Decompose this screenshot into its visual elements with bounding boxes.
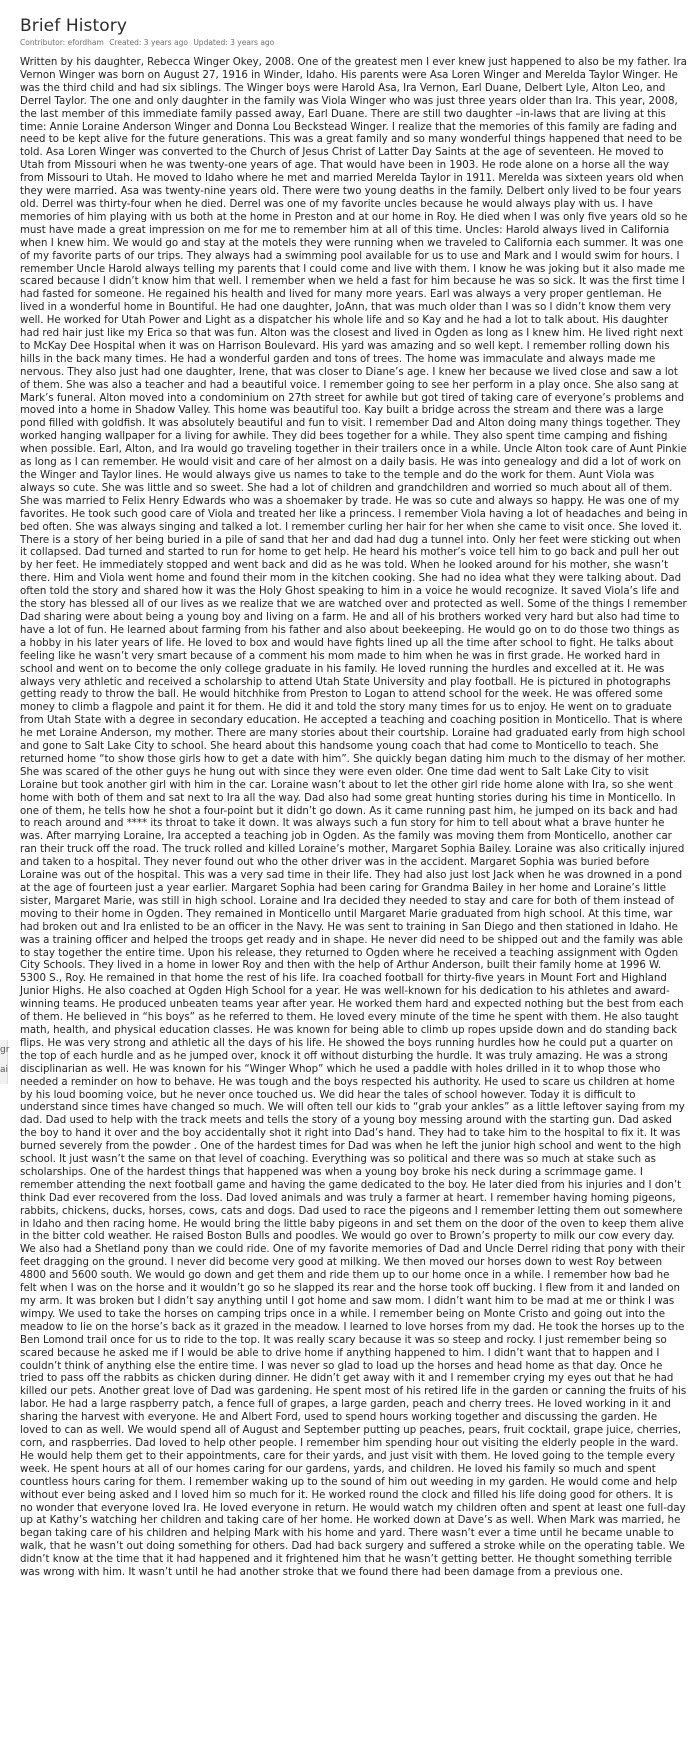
created-label: Created: 3 years ago <box>109 38 188 47</box>
updated-label: Updated: 3 years ago <box>193 38 275 47</box>
article-body: Written by his daughter, Rebecca Winger Okey, 2008. One of the greatest men I ever knew just happened to also be my father. Ira Vernon Winger was born on August 27, 1916 in Winder, Idaho. His parents were Asa Loren Winger and Merelda Taylor Winger. He was the third child and had six siblings. The Winger boys were Harold Asa, Ira Vernon, Earl Duane, Delbert Lyle, Alton Leo, and Derrel Taylor. The one and only daughter in the family was Viola Winger who was just three years older than Ira. This year, 2008, the last member of this immediate family passed away, Earl Duane. There are still two daughter –in-laws that are living at this time: Annie Loraine Anderson Winger and Donna Lou Beckstead Winger. I realize that the memories of this family are fading and need to be kept alive for the future generations. This was a great family and so many wonderful things happened that need to be told. Asa Loren Winger was converted to the Church of Jesus Christ of Latter Day Saints at the age of seventeen. He moved to Utah from Missouri when he was twenty-one years of age. That would have been in 1903. He rode alone on a horse all the way from Missouri to Utah. He moved to Idaho where he met and married Merelda Taylor in 1911. Merelda was sixteen years old when they were married. Asa was twenty-nine years old. There were two young deaths in the family. Delbert only lived to be four years old. Derrel was thirty-four when he died. Derrel was one of my favorite uncles because he would always play with us. I have memories of him playing with us both at the home in Preston and at our home in Roy. He died when I was only five years old so he must have made a great impression on me for me to remember him at all of this time. Uncles: Harold always lived in California when I knew him. We would go and stay at the motels they were running when we traveled to California each summer. It was one of my favorite parts of our trips. They always had a swimming pool available for us to use and Mark and I would swim for hours. I remember Uncle Harold always telling my parents that I could come and live with them. I know he was joking but it also made me scared because I didn’t know him that well. I remember when we held a fast for him because he was so sick. It was the first time I had fasted for someone. He regained his health and lived for many more years. Earl was always a very proper gentleman. He lived in a wonderful home in Bountiful. He had one daughter, JoAnn, that was much older than I was so I didn’t know them very well. He worked for Utah Power and Light as a dispatcher his whole life and so Kay and he had a lot to talk about. His daughter had red hair just like my Erica so that was fun. Alton was the closest and lived in Ogden as long as I knew him. He lived right next to McKay Dee Hospital when it was on Harrison Boulevard. His yard was amazing and so well kept. I remember rolling down his hills in the back many times. He had a wonderful garden and tons of trees. The home was immaculate and always made me nervous. They also just had one daughter, Irene, that was closer to Diane’s age. I knew her because we lived close and saw a lot of them. She was also a teacher and had a beautiful voice. I remember going to see her perform in a play once. She also sang at Mark’s funeral. Alton moved into a condominium on 27th street for awhile but got tired of taking care of everyone’s problems and moved into a home in Shadow Valley. This home was beautiful too. Kay built a bridge across the stream and there was a large pond filled with goldfish. It was absolutely beautiful and fun to visit. I remember Dad and Alton doing many things together. They worked hanging wallpaper for a living for awhile. They did bees together for a while. They also spent time camping and fishing when possible. Earl, Alton, and Ira would go traveling together in their trailers once in a while. Uncle Alton took care of Aunt Pinkie as long as I can remember. He would visit and care of her almost on a daily basis. He was into genealogy and did a lot of work on the Winger and Taylor lines. He would always give us names to take to the temple and do the work for them. Aunt Viola was always so cute. She was little and so sweet. She had a lot of children and grandchildren and worried so much about all of them. She was married to Felix Henry Edwards who was a shoemaker by trade. He was so cute and always so happy. He was one of my favorites. He took such good care of Viola and treated her like a princess. I remember Viola having a lot of headaches and being in bed often. She was always singing and talked a lot. I remember curling her hair for her when she came to visit once. She loved it. There is a story of her being buried in a pile of sand that her and dad had dug a tunnel into. Only her feet were sticking out when it collapsed. Dad turned and started to run for home to get help. He heard his mother’s voice tell him to go back and pull her out by her feet. He immediately stopped and went back and did as he was told. When he looked around for his mother, she wasn’t there. Him and Viola went home and found their mom in the kitchen cooking. She had no idea what they were talking about. Dad often told the story and shared how it was the Holy Ghost speaking to him in a voice he would recognize. It saved Viola’s life and the story has blessed all of our lives as we realize that we are watched over and protected as well. Some of the things I remember Dad sharing were about being a young boy and living on a farm. He and all of his brothers worked very hard but also had time to have a lot of fun. He learned about farming from his father and also about beekeeping. He would go on to do those two things as a hobby in his later years of life. He loved to box and would have fights lined up all the time after school to fight. He talks about feeling like he wasn’t very smart because of a comment his mom made to him when he was in first grade. He worked hard in school and went on to become the only college graduate in his family. He loved running the hurdles and excelled at it. He was always very athletic and received a scholarship to attend Utah State University and play football. He is pictured in photographs getting ready to throw the ball. He would hitchhike from Preston to Logan to attend school for the week. He was offered some money to climb a flagpole and paint it for them. He did it and told the story many times for us to enjoy. He went on to graduate from Utah State with a degree in secondary education. He accepted a teaching and coaching position in Monticello. That is where he met Loraine Anderson, my mother. There are many stories about their courtship. Loraine had graduated early from high school and gone to Salt Lake City to school. She heard about this handsome young coach that had come to Monticello to teach. She returned home “to show those girls how to get a date with him”. She quickly began dating him much to the dismay of her mother. She was scared of the other guys he hung out with since they were even older. One time dad went to Salt Lake City to visit Loraine but took another girl with him in the car. Loraine wasn’t about to let the other girl ride home alone with Ira, so she went home with both of them and sat next to Ira all the way. Dad also had some great hunting stories during his time in Monticello. In one of them, he tells how he shot a four-point but it didn’t go down. As it came running past him, he jumped on its back and had to reach around and **** its throat to take it down. It was always such a fun story for him to tell about what a brave hunter he was. After marrying Loraine, Ira accepted a teaching job in Ogden. As the family was moving them from Monticello, another car ran their truck off the road. The truck rolled and killed Loraine’s mother, Margaret Sophia Bailey. Loraine was also critically injured and taken to a hospital. They never found out who the other driver was in the accident. Margaret Sophia was buried before Loraine was out of the hospital. This was a very sad time in their life. They had also just lost Jack when he was drowned in a pond at the age of fourteen just a year earlier. Margaret Sophia had been caring for Grandma Bailey in her home and Loraine’s little sister, Margaret Marie, was still in high school. Loraine and Ira decided they needed to stay and care for both of them instead of moving to their home in Ogden. They remained in Monticello until Margaret Marie graduated from high school. At this time, war had broken out and Ira enlisted to be an officer in the Navy. He was sent to training in San Diego and then stationed in Idaho. He was a training officer and helped the troops get ready and in shape. He never did need to be shipped out and the family was able to stay together the entire time. Upon his release, they returned to Ogden where he received a teaching assignment with Ogden City Schools. They lived in a home in lower Roy and then with the help of Arthur Anderson, built their family home at 1996 W. 5300 S., Roy. He remained in that home the rest of his life. Ira coached football for thirty-five years in Mount Fort and Highland Junior Highs. He also coached at Ogden High School for a year. He was well-known for his dedication to his athletes and award-winning teams. He produced unbeaten teams year after year. He worked them hard and expected nothing but the best from each of them. He believed in “his boys” as he referred to them. He loved every minute of the time he spent with them. He also taught math, health, and physical education classes. He was known for being able to climb up ropes upside down and do standing back flips. He was very strong and athletic all the days of his life. He showed the boys running hurdles how he could put a quarter on the top of each hurdle and as he jumped over, knock it off without disturbing the hurdle. It was truly amazing. He was a strong disciplinarian as well. He was known for his “Winger Whop” which he used a paddle with holes drilled in it to whop those who needed a reminder on how to behave. He was tough and the boys respected his authority. He used to scare us children at home by his loud booming voice, but he never once touched us. We did hear the tales of school however. Today it is difficult to understand since times have changed so much. We will often tell our kids to “grab your ankles” as a little leftover saying from my dad. Dad used to help with the track meets and tells the story of a young boy messing around with the starting gun. Dad asked the boy to hand it over and the boy accidentally shot it right into Dad’s hand. They had to take him to the hospital to fix it. It was burned severely from the powder . One of the hardest times for Dad was when he left the junior high school and went to the high school. It just wasn’t the same on that level of coaching. Everything was so political and there was so much at stake such as scholarships. One of the hardest things that happened was when a young boy broke his neck during a scrimmage game. I remember attending the next football game and having the game dedicated to the boy. He later died from his injuries and I don’t think Dad ever recovered from the loss. Dad loved animals and was truly a farmer at heart. I remember having homing pigeons, rabbits, chickens, ducks, horses, cows, cats and dogs. Dad used to race the pigeons and I remember letting them out somewhere in Idaho and then racing home. He would bring the little baby pigeons in and set them on the door of the oven to keep them alive in the bitter cold weather. He raised Boston Bulls and poodles. We would go over to Brown’s property to milk our cow every day. We also had a Shetland pony than we could ride. One of my favorite memories of Dad and Uncle Derrel riding that pony with their feet dragging on the ground. I never did become very good at milking. We then moved our horses down to west Roy between 4800 and 5600 south. We would go down and get them and ride them up to our home once in a while. I remember how bad he felt when I was on the horse and it wouldn’t go so he slapped its rear and the horse took off bucking. I flew from it and landed on my arm. It was broken but I didn’t say anything until I got home and saw mom. I didn’t want him to be mad at me or think I was wimpy. We used to take the horses on camping trips once in a while. I remember being on Monte Cristo and going out into the meadow to lie on the horse’s back as it grazed in the meadow. I learned to love horses from my dad. He took the horses up to the Ben Lomond trail once for us to ride to the top. It was really scary because it was so steep and rocky. I just remember being so scared because he asked me if I would be able to drive home if anything happened to him. I didn’t want that to happen and I couldn’t think of anything else the entire time. I was never so glad to load up the horses and head home as that day. Once he tried to pass off the rabbits as chicken during dinner. He didn’t get away with it and I remember crying my eyes out that he had killed our pets. Another great love of Dad was gardening. He spent most of his retired life in the garden or canning the fruits of his labor. He had a large raspberry patch, a fence full of grapes, a large garden, peach and cherry trees. He loved working in it and sharing the harvest with everyone. He and Albert Ford, used to spend hours working together and discussing the garden. He loved to can as well. We would spend all of August and September putting up peaches, pears, fruit cocktail, grape juice, cherries, corn, and raspberries. Dad loved to help other people. I remember him spending hour out visiting the elderly people in the ward. He would help them get to their appointments, care for their yards, and just visit with them. He loved going to the temple every week. He spent hours at all of our homes caring for our gardens, yards, and children. He loved his family so much and spent countless hours caring for them. I remember waking up to the sound of him out weeding in my garden. He would come and help without ever being asked and I loved him so much for it. He worked round the clock and filled his life doing good for others. It is no wonder that everyone loved Ira. He loved everyone in return. He would watch my children often and spent at least one full-day up at Kathy’s watching her children and taking care of her home. He worked down at Dave’s as well. When Mark was married, he began taking care of his children and helping Mark with his home and yard. There wasn’t ever a time until he became unable to walk, that he wasn’t out doing something for others. Dad had back surgery and suffered a stroke while on the operating table. We didn’t know at the time that it had happened and it frightened him that he wasn’t getting better. He thought something terrible was wrong with him. It wasn’t until he had another stroke that we found there had been damage from a previous one. <box>20 57 688 1579</box>
contributor-meta <box>20 38 686 48</box>
edge-fragment: ai <box>0 1065 9 1075</box>
left-edge-strip[interactable] <box>0 1040 8 1084</box>
edge-fragment: gr <box>0 1045 10 1055</box>
page-header <box>20 16 686 48</box>
contributor-label[interactable]: Contributor: efordham <box>20 38 104 47</box>
page-title: Brief History <box>20 16 128 36</box>
